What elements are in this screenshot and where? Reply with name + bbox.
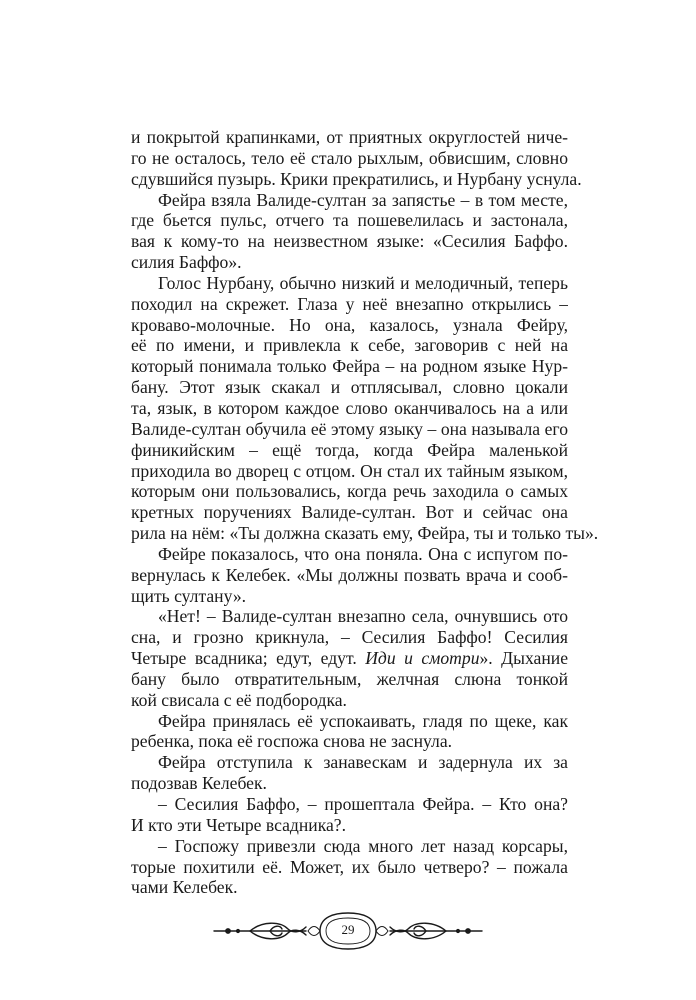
text-line: торые похитили её. Может, их было четверо? – пожала <box>131 856 568 877</box>
text-line: который понимала только Фейра – на родном языке Нур- <box>131 356 568 377</box>
text-line: Фейра отступила к занавескам и задернула их за <box>158 752 568 773</box>
text-line: щить султану». <box>131 585 247 606</box>
text-line: подозвав Келебек. <box>131 773 267 794</box>
text-line: кретных поручениях Валиде-султан. Вот и сейчас она <box>131 502 568 523</box>
text-line: та, язык, в котором каждое слово оканчивалось на а или <box>131 397 568 418</box>
text-line: вернулась к Келебек. «Мы должны позвать врача и сооб- <box>131 564 568 585</box>
text-line: вая к кому-то на неизвестном языке: «Сесилия Баффо. <box>131 231 568 252</box>
text-line: ребенка, пока её госпожа снова не заснула. <box>131 731 453 752</box>
page-number: 29 <box>341 922 355 937</box>
text-line: го не осталось, тело её стало рыхлым, обвисшим, словно <box>131 147 568 168</box>
text-line: походил на скрежет. Глаза у неё внезапно открылись – <box>131 293 568 314</box>
text-line: чами Келебек. <box>131 877 238 898</box>
text-line: её по имени, и привлекла к себе, заговорив с ней на <box>131 335 568 356</box>
text-line: финикийским – ещё тогда, когда Фейра маленькой <box>131 439 568 460</box>
text-line: бану было отвратительным, желчная слюна тонкой <box>131 668 568 689</box>
text-segment: ». Дыхание <box>479 648 568 669</box>
body-text <box>131 127 599 898</box>
text-line: – Сесилия Баффо, – прошептала Фейра. – Кто она? <box>158 794 568 814</box>
text-line: Валиде-султан обучила её этому языку – она называла его <box>131 418 568 439</box>
text-line: «Нет! – Валиде-султан внезапно села, очнувшись ото <box>158 606 568 627</box>
text-line: сдувшийся пузырь. Крики прекратились, и Нурбану уснула. <box>131 168 582 189</box>
text-line: Фейре показалось, что она поняла. Она с испугом по- <box>158 543 568 564</box>
text-line: кроваво-молочные. Но она, казалось, узнала Фейру, <box>131 314 568 335</box>
text-line: И кто эти Четыре всадника?. <box>131 814 346 835</box>
text-line: Фейра взяла Валиде-султан за запястье – в том месте, <box>158 189 568 210</box>
page-folio <box>210 909 486 953</box>
text-line: где бьется пульс, отчего та пошевелилась и застонала, <box>131 210 568 231</box>
text-line: кой свисала с её подбородка. <box>131 689 347 710</box>
text-line: и покрытой крапинками, от приятных округлостей ниче- <box>131 127 568 147</box>
italic-phrase: Иди и смотри <box>365 648 480 669</box>
text-line: приходила во дворец с отцом. Он стал их тайным языком, <box>131 460 568 481</box>
text-line: Фейра принялась её успокаивать, гладя по щеке, как <box>158 710 568 731</box>
text-line <box>131 648 568 669</box>
text-line: рила на нём: «Ты должна сказать ему, Фейра, ты и только ты». <box>131 523 599 544</box>
text-segment: Четыре всадника; едут, едут. <box>131 648 366 669</box>
text-line: которым они пользовались, когда речь заходила о самых <box>131 481 568 502</box>
text-line: силия Баффо». <box>131 252 242 273</box>
text-line: сна, и грозно крикнула, – Сесилия Баффо! Сесилия <box>131 627 568 648</box>
text-line: бану. Этот язык скакал и отплясывал, словно цокали <box>131 377 568 398</box>
text-line: – Госпожу привезли сюда много лет назад корсары, <box>158 835 568 856</box>
text-line: Голос Нурбану, обычно низкий и мелодичный, теперь <box>158 272 568 293</box>
